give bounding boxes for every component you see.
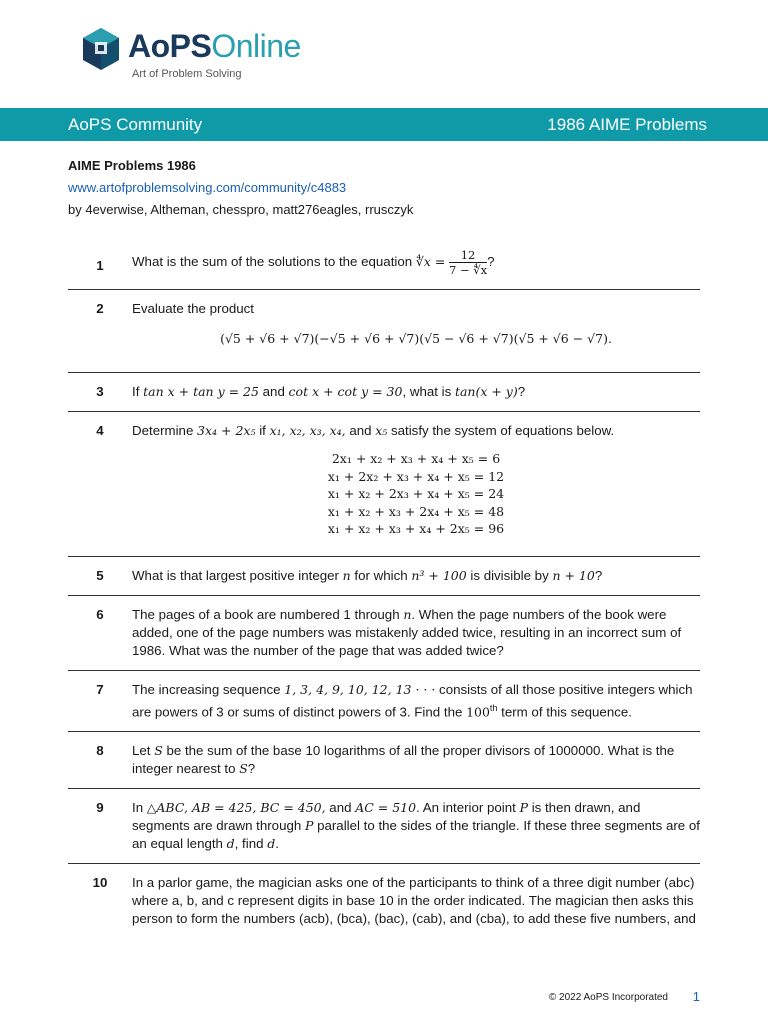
problem-row — [68, 373, 700, 412]
document-title: AIME Problems 1986 — [68, 158, 196, 173]
banner-community: AoPS Community — [68, 115, 203, 134]
problem-row — [68, 290, 700, 373]
problem-row — [68, 864, 700, 938]
problem-text: What is the sum of the solutions to the equation ∜x = $\frac{12}{7 - ∜x}$ ? — [132, 248, 495, 277]
logo-product: Online — [211, 28, 301, 64]
equation-system: 2x₁ + x₂ + x₃ + x₄ + x₅ = 6 x₁ + 2x₂ + x₃ + x₄ + x₅ = 12 x₁ + x₂ + 2x₃ + x₄ + x₅ = 24 x₁ + x₂ + x₃ + 2x₄ + x₅ = 48 x₁ + x₂ + x₃ + x₄ + 2x₅ = 96 — [327, 451, 505, 536]
math: ∜x = — [415, 254, 446, 270]
logo-wordmark — [128, 28, 301, 65]
problem-number: 2 — [96, 301, 104, 316]
problem-text: Let S be the sum of the base 10 logarithms of all the proper divisors of 1000000. What is the integer nearest to S? — [132, 742, 675, 776]
problem-row — [68, 732, 700, 789]
problem-number: 3 — [96, 384, 104, 399]
problem-text: If tan x + tan y = 25 and cot x + cot y = 30, what is tan(x + y)? — [132, 384, 526, 399]
problem-number: 9 — [96, 799, 104, 815]
problem-number: 1 — [96, 258, 104, 273]
banner-doc-title: 1986 AIME Problems — [547, 115, 707, 134]
problem-number: 7 — [96, 681, 104, 697]
community-link[interactable]: www.artofproblemsolving.com/community/c4883 — [68, 180, 347, 195]
problem-list — [68, 240, 700, 938]
problem-row — [68, 789, 700, 864]
header-banner — [0, 108, 768, 141]
problem-number: 4 — [96, 423, 104, 438]
problem-row — [68, 412, 700, 557]
authors-line: by 4everwise, Altheman, chesspro, matt276eagles, rrusczyk — [68, 202, 414, 217]
problem-row — [68, 557, 700, 596]
logo-brand: AoPS — [128, 28, 212, 64]
display-math: (√5 + √6 + √7)(−√5 + √6 + √7)(√5 − √6 + √7)(√5 + √6 − √7). — [220, 331, 612, 346]
document-header — [68, 155, 413, 221]
problem-number: 5 — [96, 567, 104, 583]
problem-number: 8 — [96, 742, 104, 758]
page-number: 1 — [692, 989, 700, 1004]
problem-text: The increasing sequence 1, 3, 4, 9, 10, 12, 13 · · · consists of all those positive integers which are powers of 3 or sums of distinct powers of 3. Find the 100th term of this sequence. — [132, 681, 693, 719]
problem-text: In △ABC, AB = 425, BC = 450, and AC = 510. An interior point P is then drawn, and segments are drawn through P parallel to the sides of the triangle. If these three segments are of an equal length d, find d. — [132, 799, 700, 851]
problem-row — [68, 596, 700, 671]
fraction: $\frac{12}{7 - ∜x}$ — [449, 248, 488, 277]
aops-cube-icon — [80, 26, 122, 72]
problem-number: 10 — [92, 874, 108, 890]
problem-text: What is that largest positive integer n for which n³ + 100 is divisible by n + 10? — [132, 567, 603, 583]
copyright: © 2022 AoPS Incorporated — [548, 992, 668, 1003]
problem-text: Determine 3x₄ + 2x₅ if x₁, x₂, x₃, x₄, and x₅ satisfy the system of equations below. 2x₁ + x₂ + x₃ + x₄ + x₅ = 6 x₁ + 2x₂ + x₃ + x₄ + x₅ = 12 x₁ + x₂ + 2x₃ + x₄ + x₅ = 24 x₁ + x₂ + x₃ + 2x₄ + x₅ = 48 x₁ + x₂ + x₃ + x₄ + 2x₅ = 96 — [132, 422, 700, 546]
problem-row — [68, 240, 700, 290]
aops-logo[interactable] — [80, 26, 340, 84]
logo-tagline: Art of Problem Solving — [132, 68, 242, 80]
problem-text: The pages of a book are numbered 1 through n. When the page numbers of the book were added, one of the page numbers was mistakenly added twice, resulting in an incorrect sum of 1986. What was the number of the page that was added twice? — [132, 606, 682, 658]
problem-row — [68, 671, 700, 732]
problem-text: In a parlor game, the magician asks one of the participants to think of a three digit number (abc) where a, b, and c represent digits in base 10 in the order indicated. The magician then asks this person to form the numbers (acb), (bca), (bac), (cab), and (cba), to add these five numbers, and — [132, 874, 696, 926]
problem-number: 6 — [96, 606, 104, 622]
problem-text: Evaluate the product (√5 + √6 + √7)(−√5 + √6 + √7)(√5 − √6 + √7)(√5 + √6 − √7). — [132, 300, 700, 362]
